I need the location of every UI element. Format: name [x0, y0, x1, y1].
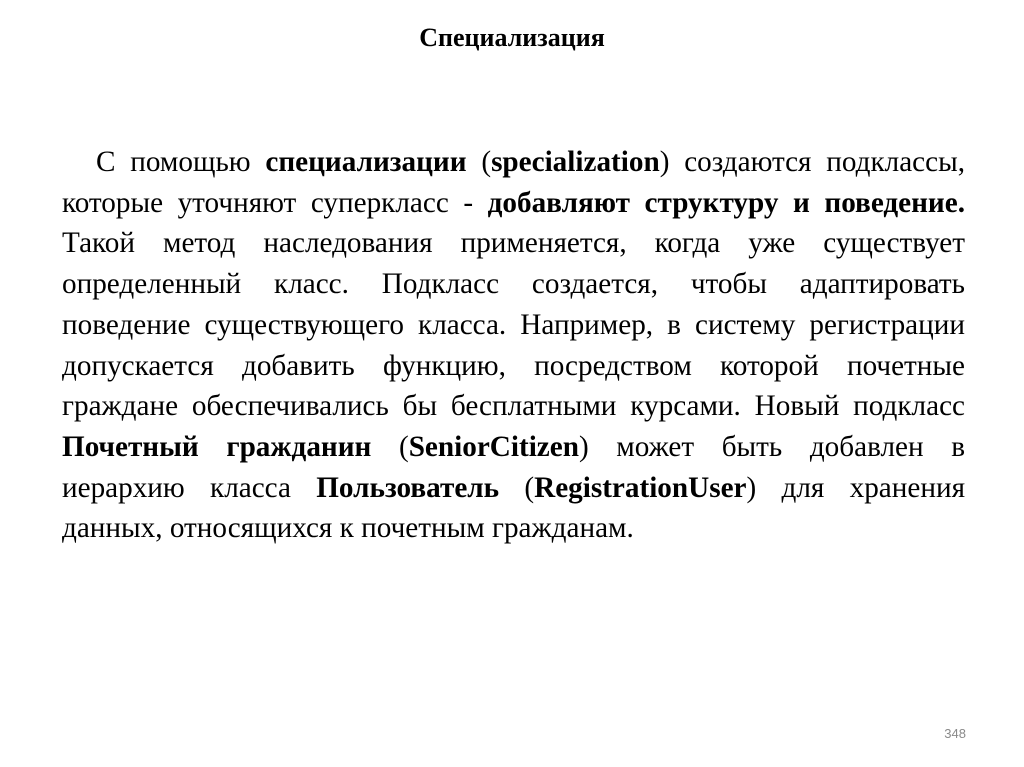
- term-registration-user: RegistrationUser: [534, 471, 747, 504]
- term-senior-citizen: SeniorCitizen: [408, 430, 579, 463]
- text-segment: ) создаются подклассы, которые уточняют суперкласс -: [62, 146, 965, 219]
- term-user-ru: Пользователь: [316, 471, 500, 504]
- body-paragraph: [62, 142, 965, 549]
- term-specialization-en: specialization: [491, 146, 660, 178]
- text-segment: С помощью: [96, 146, 266, 178]
- text-segment: Такой метод наследования применяется, когда уже существует определенный класс. Подкласс создается, чтобы адаптировать поведение существующего класса. Например, в систему регистрации допускается добавить функцию, посредством которой почетные граждане обеспечивались бы бесплатными курсами. Новый подкласс: [62, 227, 965, 423]
- term-adds-structure-behavior: добавляют структуру и поведение.: [487, 186, 965, 219]
- term-honorary-citizen: Почетный гражданин: [62, 430, 372, 463]
- text-segment: ) для хранения данных, относящихся к почетным гражданам.: [62, 471, 965, 545]
- text-segment: (: [499, 471, 535, 504]
- text-segment: (: [466, 146, 492, 178]
- text-segment: (: [371, 430, 409, 463]
- page-number: 348: [944, 726, 966, 741]
- text-segment: ) может быть добавлен в иерархию класса: [62, 430, 965, 504]
- slide-title: Специализация: [419, 23, 605, 52]
- term-specialization-ru: специализации: [265, 146, 467, 178]
